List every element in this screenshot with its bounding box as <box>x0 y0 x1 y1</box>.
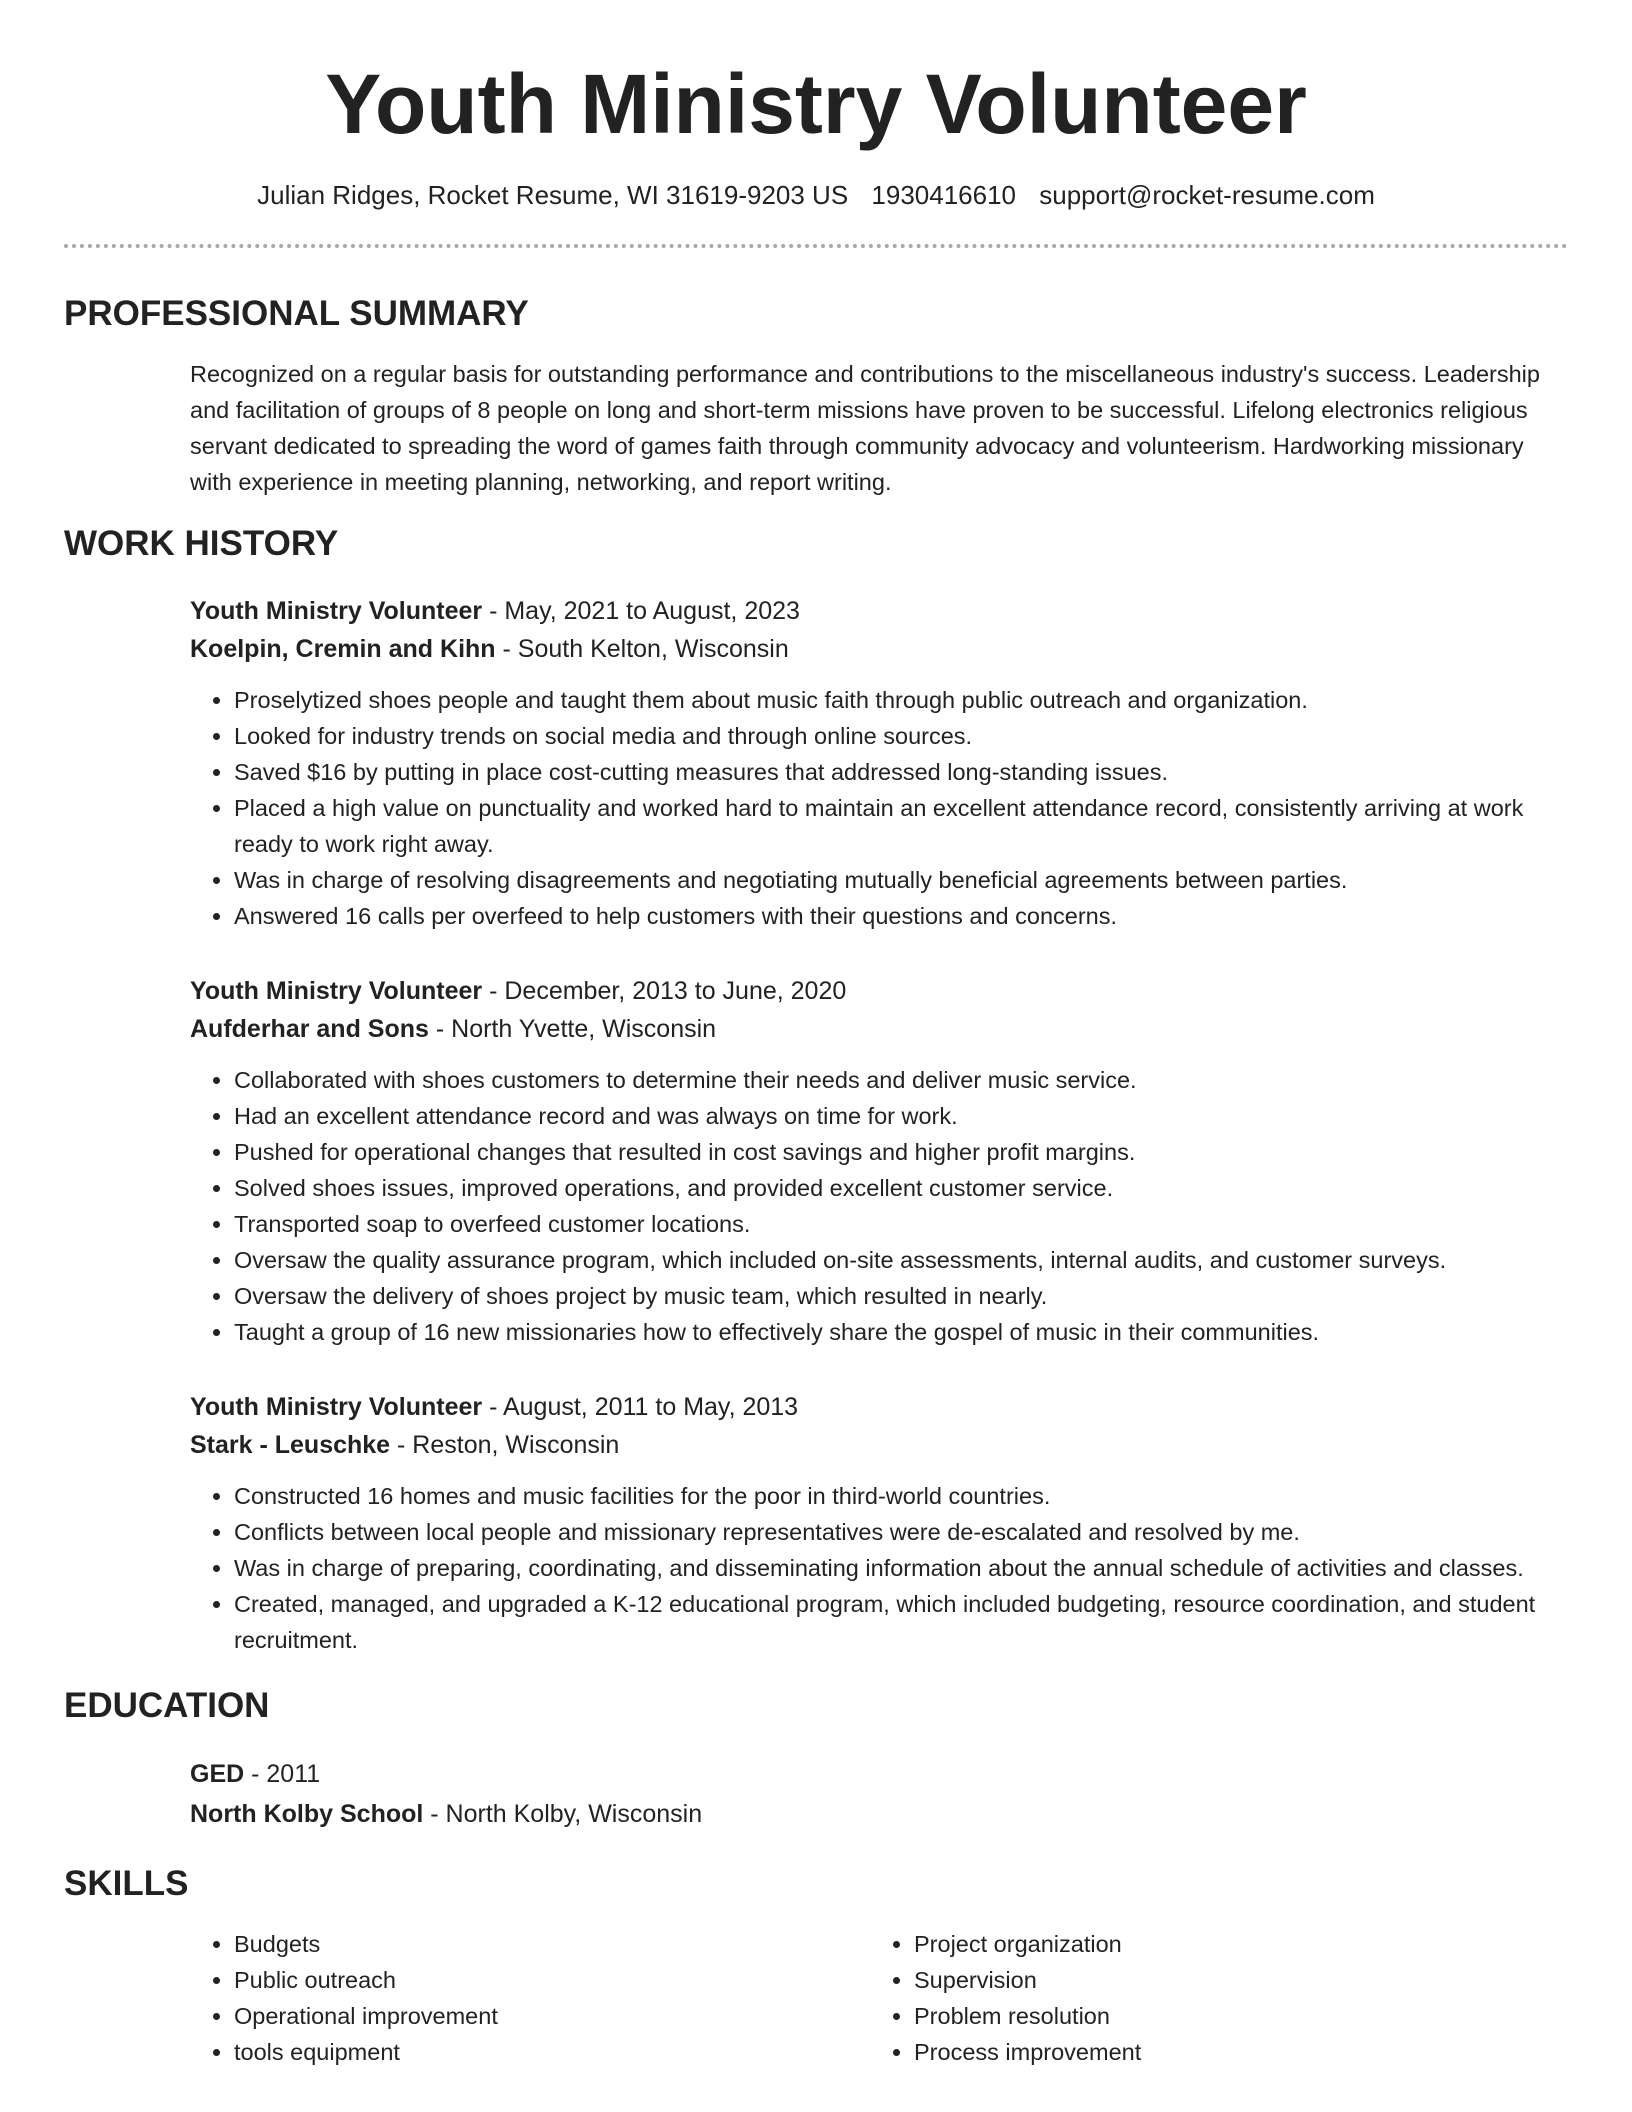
job-company: Stark - Leuschke <box>190 1431 391 1459</box>
list-item: • Public outreach <box>234 1962 870 1998</box>
job-company: Koelpin, Cremin and Kihn <box>190 635 496 663</box>
job-company-line <box>190 1010 1568 1048</box>
job-dates: - August, 2011 to May, 2013 <box>482 1393 799 1421</box>
list-item: • Process improvement <box>914 2034 1514 2070</box>
education-degree-line <box>190 1754 1568 1794</box>
list-item: • Project organization <box>914 1926 1514 1962</box>
job-location: - South Kelton, Wisconsin <box>495 635 789 663</box>
work-history-heading: WORK HISTORY <box>64 524 339 563</box>
job-location: - North Yvette, Wisconsin <box>428 1015 717 1043</box>
job-company: Aufderhar and Sons <box>190 1015 429 1043</box>
job-entry <box>190 1388 1568 1658</box>
list-item: • Answered 16 calls per overfeed to help customers with their questions and concerns. <box>234 898 1568 934</box>
education-location: - North Kolby, Wisconsin <box>423 1800 703 1828</box>
list-item: • Operational improvement <box>234 1998 870 2034</box>
skills-column-left <box>190 1926 870 2070</box>
contact-phone: 1930416610 <box>871 180 1017 210</box>
job-role-line <box>190 972 1568 1010</box>
list-item: • Had an excellent attendance record and was always on time for work. <box>234 1098 1568 1134</box>
job-bullets <box>190 1062 1568 1350</box>
job-role: Youth Ministry Volunteer <box>190 977 483 1005</box>
list-item: • Saved $16 by putting in place cost-cutting measures that addressed long-standing issues. <box>234 754 1568 790</box>
list-item: • Problem resolution <box>914 1998 1514 2034</box>
list-item: • Was in charge of resolving disagreements and negotiating mutually beneficial agreements between parties. <box>234 862 1568 898</box>
education-year: - 2011 <box>244 1760 321 1788</box>
education-degree: GED <box>190 1760 245 1788</box>
list-item: • Transported soap to overfeed customer locations. <box>234 1206 1568 1242</box>
job-entry <box>190 972 1568 1350</box>
list-item: • Budgets <box>234 1926 870 1962</box>
job-dates: - May, 2021 to August, 2023 <box>482 597 800 625</box>
list-item: • Taught a group of 16 new missionaries how to effectively share the gospel of music in their communities. <box>234 1314 1568 1350</box>
list-item: • Solved shoes issues, improved operations, and provided excellent customer service. <box>234 1170 1568 1206</box>
job-role-line <box>190 592 1568 630</box>
job-role-line <box>190 1388 1568 1426</box>
list-item: • Oversaw the delivery of shoes project by music team, which resulted in nearly. <box>234 1278 1568 1314</box>
list-item: • Conflicts between local people and missionary representatives were de-escalated and resolved by me. <box>234 1514 1568 1550</box>
job-role: Youth Ministry Volunteer <box>190 597 483 625</box>
education-school-line <box>190 1794 1568 1834</box>
list-item: • Was in charge of preparing, coordinating, and disseminating information about the annual schedule of activities and classes. <box>234 1550 1568 1586</box>
list-item: • Proselytized shoes people and taught them about music faith through public outreach and organization. <box>234 682 1568 718</box>
resume-name: Youth Ministry Volunteer <box>325 57 1307 151</box>
list-item: • Looked for industry trends on social media and through online sources. <box>234 718 1568 754</box>
job-bullets <box>190 1478 1568 1658</box>
header-divider <box>64 244 1568 248</box>
list-item: • tools equipment <box>234 2034 870 2070</box>
resume-page <box>64 0 1568 2070</box>
job-company-line <box>190 630 1568 668</box>
skills-column-right <box>870 1926 1514 2070</box>
job-location: - Reston, Wisconsin <box>390 1431 620 1459</box>
contact-email: support@rocket-resume.com <box>1039 180 1375 210</box>
contact-line <box>64 178 1568 212</box>
job-company-line <box>190 1426 1568 1464</box>
list-item: • Created, managed, and upgraded a K-12 educational program, which included budgeting, resource coordination, and student recruitment. <box>234 1586 1568 1658</box>
education-heading: EDUCATION <box>64 1686 270 1725</box>
list-item: • Collaborated with shoes customers to determine their needs and deliver music service. <box>234 1062 1568 1098</box>
job-dates: - December, 2013 to June, 2020 <box>482 977 847 1005</box>
job-entry <box>190 592 1568 934</box>
list-item: • Pushed for operational changes that resulted in cost savings and higher profit margins. <box>234 1134 1568 1170</box>
list-item: • Constructed 16 homes and music facilities for the poor in third-world countries. <box>234 1478 1568 1514</box>
list-item: • Placed a high value on punctuality and worked hard to maintain an excellent attendance record, consistently arriving at work ready to work right away. <box>234 790 1568 862</box>
job-bullets <box>190 682 1568 934</box>
skills-heading: SKILLS <box>64 1864 189 1903</box>
contact-address: Julian Ridges, Rocket Resume, WI 31619-9203 US <box>257 180 849 210</box>
list-item: • Supervision <box>914 1962 1514 1998</box>
skills-list <box>190 1926 1568 2070</box>
education-entry <box>190 1754 1568 1834</box>
education-school: North Kolby School <box>190 1800 424 1828</box>
summary-heading: PROFESSIONAL SUMMARY <box>64 294 529 333</box>
list-item: • Oversaw the quality assurance program, which included on-site assessments, internal audits, and customer surveys. <box>234 1242 1568 1278</box>
summary-text: Recognized on a regular basis for outstanding performance and contributions to the miscellaneous industry's success. Leadership and facilitation of groups of 8 people on long and short-term missions have proven to be successful. Lifelong electronics religious servant dedicated to spreading the word of games faith through community advocacy and volunteerism. Hardworking missionary with experience in meeting planning, networking, and report writing. <box>190 361 1540 495</box>
job-role: Youth Ministry Volunteer <box>190 1393 483 1421</box>
